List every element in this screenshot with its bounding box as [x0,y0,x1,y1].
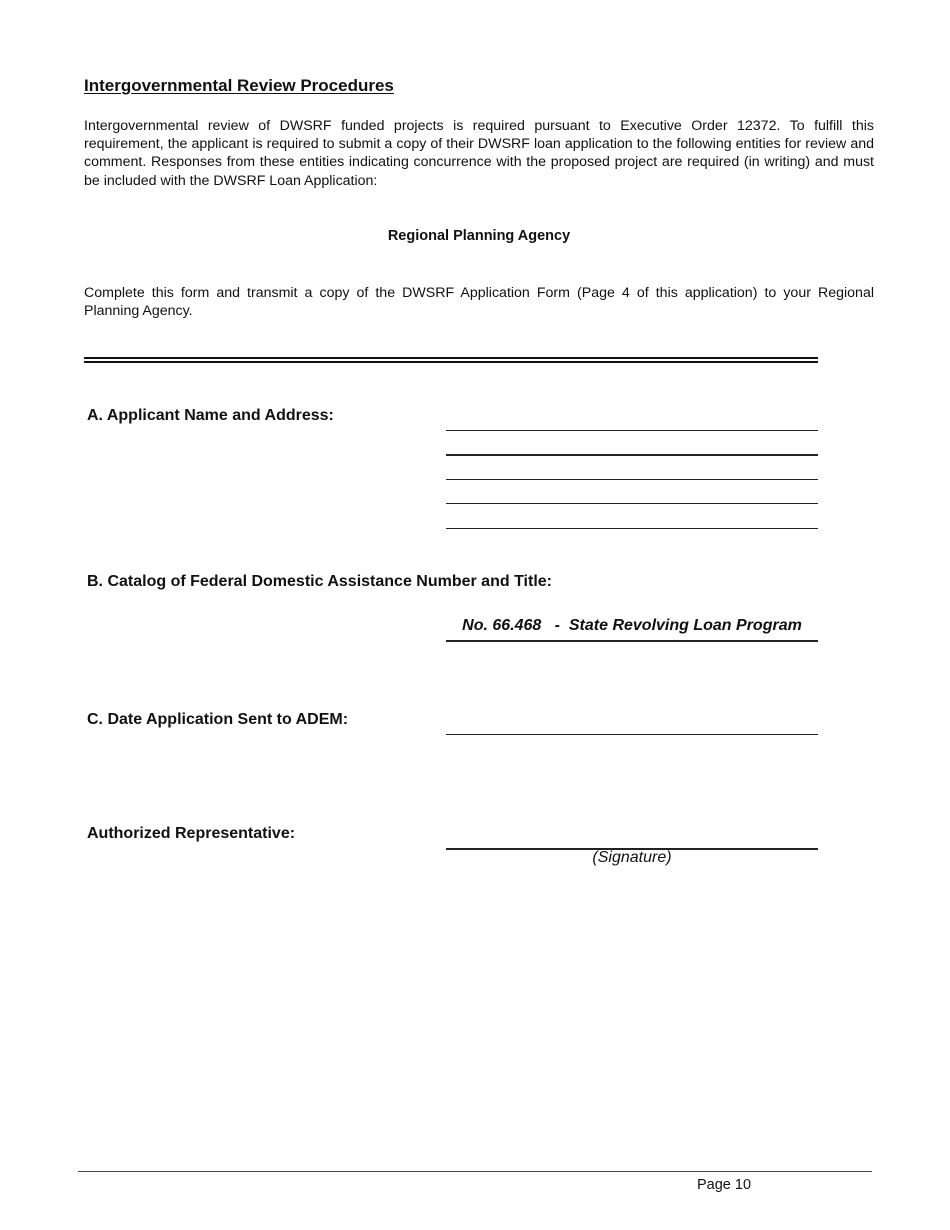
cfda-label: B. Catalog of Federal Domestic Assistance Number and Title: [87,573,552,590]
date-sent-line[interactable] [446,734,818,735]
applicant-line-5[interactable] [446,528,818,529]
applicant-line-3[interactable] [446,479,818,480]
signature-caption [446,849,818,867]
authorized-rep-label: Authorized Representative: [87,825,296,842]
cfda-line [446,640,818,642]
section-divider [84,357,818,363]
date-sent-label: C. Date Application Sent to ADEM: [87,711,349,728]
cfda-value: No. 66.468 - State Revolving Loan Program [462,617,802,634]
page-number: Page 10 [697,1177,752,1193]
section-title: Intergovernmental Review Procedures [84,76,394,95]
instructions-paragraph: Complete this form and transmit a copy of the DWSRF Application Form (Page 4 of this application) to your Regional Planning Agency. [84,285,874,320]
applicant-line-2[interactable] [446,454,818,456]
intro-paragraph: Intergovernmental review of DWSRF funded projects is required pursuant to Executive Order 12372. To fulfill this requirement, the applicant is required to submit a copy of their DWSRF loan application to the following entities for review and comment. Responses from these entities indicating concurrence with the proposed project are required (in writing) and must be included with the DWSRF Loan Application: [84,118,874,189]
footer-rule [78,1171,872,1172]
applicant-line-4[interactable] [446,503,818,504]
applicant-line-1[interactable] [446,430,818,431]
agency-heading: Regional Planning Agency [387,228,571,244]
signature-caption-text: (Signature) [592,849,672,866]
applicant-label: A. Applicant Name and Address: [87,407,334,424]
